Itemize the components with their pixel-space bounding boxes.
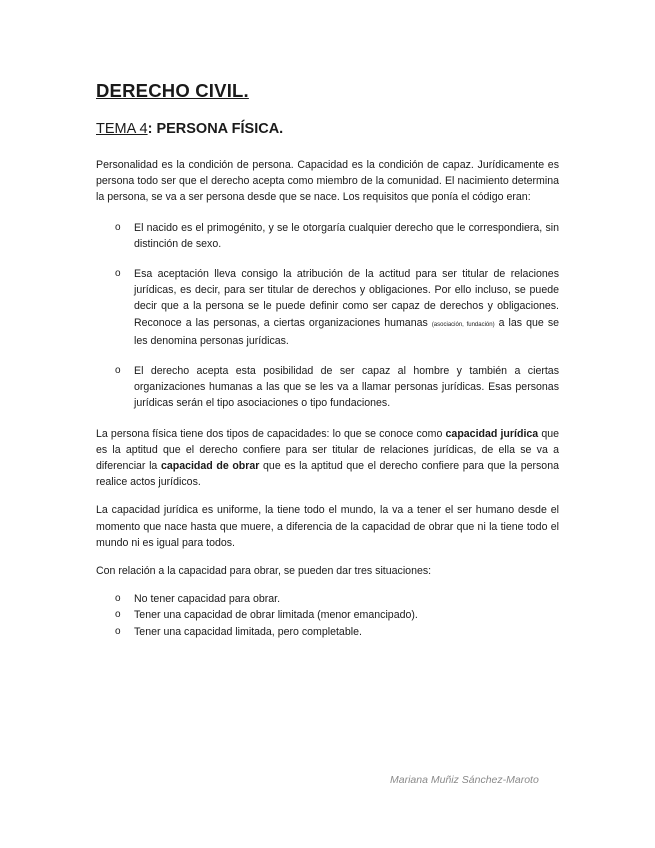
bullet-icon: o [115, 593, 121, 605]
body-text [96, 157, 559, 652]
capacities-paragraph [96, 426, 559, 491]
situation-item [115, 591, 559, 607]
bullet-icon: o [115, 365, 121, 377]
situations-list [96, 591, 559, 640]
requirement-note: (asociación, fundación) [431, 321, 495, 328]
term-capacidad-de-obrar: capacidad de obrar [160, 460, 260, 473]
topic-number: TEMA 4 [96, 121, 148, 137]
bullet-icon: o [115, 625, 121, 637]
situations-intro: Con relación a la capacidad para obrar, se pueden dar tres situaciones: [96, 565, 432, 578]
situation-item [115, 624, 559, 640]
requirements-list [96, 220, 559, 412]
requirement-text: El nacido es el primogénito, y se le otorgaría cualquier derecho que le correspondiera, sin distinción de sexo. [134, 221, 559, 250]
capacities-text: que es la aptitud que el derecho confiere para ser titular de relaciones jurídicas, de ella se va a diferenciar la [96, 427, 560, 473]
requirement-text: El derecho acepta esta posibilidad de ser capaz al hombre y también a ciertas organizaciones humanas a las que se les va a llamar personas jurídicas. Esas personas jurídicas serán el tipo asociaciones o tipo fundaciones. [134, 365, 559, 410]
topic-heading [96, 121, 283, 137]
situation-text: No tener capacidad para obrar. [134, 593, 281, 606]
situation-item [115, 607, 559, 623]
requirement-item [115, 220, 559, 252]
bullet-icon: o [115, 221, 121, 233]
topic-name: PERSONA FÍSICA. [156, 121, 284, 137]
topic-separator: : [147, 121, 157, 137]
term-capacidad-juridica: capacidad jurídica [445, 427, 539, 440]
requirement-item [115, 266, 560, 349]
situation-text: Tener una capacidad de obrar limitada (menor emancipado). [134, 609, 418, 622]
intro-paragraph: Personalidad es la condición de persona. Capacidad es la condición de capaz. Jurídicamente es persona todo ser que el derecho acepta como miembro de la comunidad. El nacimiento determina la persona, se va a ser persona desde que se nace. Los requisitos que ponía el código eran: [96, 159, 559, 204]
document-title: DERECHO CIVIL. [96, 80, 249, 101]
footer-author: Mariana Muñiz Sánchez-Maroto [390, 774, 539, 786]
situation-text: Tener una capacidad limitada, pero completable. [134, 625, 362, 638]
bullet-icon: o [115, 268, 121, 280]
bullet-icon: o [115, 609, 121, 621]
uniform-paragraph: La capacidad jurídica es uniforme, la tiene todo el mundo, la va a tener el ser humano desde el momento que nace hasta que muere, a diferencia de la capacidad de obrar que ni la tiene todo el mundo ni es igual para todos. [96, 504, 559, 549]
requirement-text: Esa aceptación lleva consigo la atribución de la actitud para ser titular de relaciones jurídicas, es decir, para ser titular de derechos y obligaciones. Por ello incluso, se puede decir que a la persona se le puede definir como ser capaz de derechos y obligaciones. Reconoce a las personas, a ciertas organizaciones humanas [134, 268, 559, 329]
capacities-text: que es la aptitud que el derecho confiere para que la persona realice actos jurídicos. [96, 460, 559, 489]
requirement-item [115, 363, 559, 412]
capacities-text: La persona física tiene dos tipos de capacidades: lo que se conoce como [96, 427, 446, 440]
requirement-text: a las que se les denomina personas jurídicas. [134, 316, 560, 347]
